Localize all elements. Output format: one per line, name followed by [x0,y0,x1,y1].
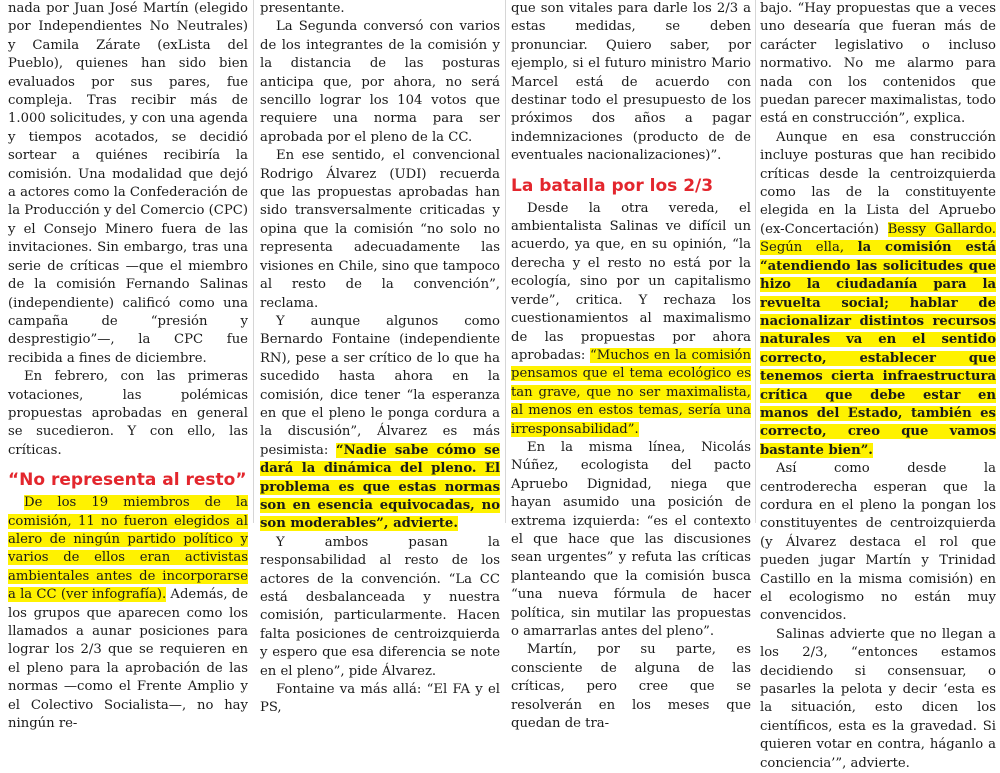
column-1 [8,0,248,732]
highlight-bessy-gallardo: Bessy Gallardo. Según ella, [760,221,996,256]
column-divider [505,0,506,523]
col3-paragraph-2 [511,200,751,439]
highlight-miembros-comision: De los 19 miembros de la comisión, 11 no fueron elegidos al alero de ningún partido político y varios de ellos eran activistas ambientales antes de incorporarse a la CC (ver infografía). [8,495,248,603]
highlight-nadie-sabe: “Nadie sabe cómo se dará la dinámica del pleno. El problema es que estas normas son en esencia equivocadas, no son moderables”, advierte. [260,442,500,532]
col2-paragraph-6: Fontaine va más allá: “El FA y el PS, [260,682,500,716]
subheading-no-representa: “No representa al resto” [8,470,247,491]
col1-paragraph-3 [8,494,248,733]
col4-paragraph-3: Así como desde la centroderecha esperan que la cordura en el pleno la pongan los constituyentes de centroizquierda (y Álvarez destaca el rol que pueden jugar Martín y Trinidad Castillo en la misma comisión) en el ecologismo no están muy convencidos. [760,461,996,624]
col3-paragraph-2-text: Desde la otra vereda, el ambientalista Salinas ve difícil un acuerdo, ya que, en su opinión, “la derecha y el resto no está por la ecología, sino por un capitalismo verde”, critica. Y rechaza los cuestionamientos al maximalismo de las propuestas por ahora aprobadas: [511,200,751,363]
column-2 [260,0,500,716]
col1-paragraph-1: nada por Juan José Martín (elegido por Independientes No Neutrales) y Camila Zárate (exLista del Pueblo), quienes han sido bien evaluados por sus pares, fue compleja. Tras recibir más de 1.000 solicitudes, y con una agenda y tiempos acotados, se decidió sortear a quiénes recibiría la comisión. Una modalidad que dejó a actores como la Confederación de la Producción y del Comercio (CPC) y el Consejo Minero fuera de las invitaciones. Sin embargo, tras una serie de críticas —que el miembro de la comisión Fernando Salinas (independiente) calificó como una campaña de “presión y desprestigio”—, la CPC fue recibida a fines de diciembre. [8,1,248,366]
col2-paragraph-4 [260,313,500,534]
highlight-comision-esta: la comisión está “atendiendo las solicitudes que hizo la ciudadanía para la revuelta social; hablar de nacionalizar distintos recursos naturales va en el sentido correcto, establecer que tenemos cierta infraestructura crítica que debe estar en manos del Estado, también es correcto, creo que vamos bastante bien”. [760,240,996,458]
column-divider [755,0,756,523]
highlight-muchos-en-la-comision: “Muchos en la comisión pensamos que el tema ecológico es tan grave, que no ser maximalista, al menos en estos temas, sería una irresponsabilidad”. [511,347,751,437]
col4-paragraph-2-text: Aunque en esa construcción incluye posturas que han recibido críticas desde la centroizquierda como las de la constituyente elegida en la Lista del Apruebo (ex-Concertación) [760,129,996,237]
col2-paragraph-3: En ese sentido, el convencional Rodrigo Álvarez (UDI) recuerda que las propuestas aprobadas han sido transversalmente criticadas y opina que la comisión “no solo no representa adecuadamente las visiones en Chile, sino que tampoco al resto de la convención”, reclama. [260,148,500,311]
col2-paragraph-1: presentante. [260,1,345,16]
col2-paragraph-5: Y ambos pasan la responsabilidad al resto de los actores de la convención. “La CC está desbalanceada y nuestra comisión, particularmente. Hacen falta posiciones de centroizquierda y espero que esa diferencia se note en el pleno”, pide Álvarez. [260,534,500,679]
column-divider [253,0,254,523]
col2-paragraph-4-text: Y aunque algunos como Bernardo Fontaine (independiente RN), pese a ser crítico de lo que ha sucedido hasta ahora en la comisión, dice tener “la esperanza en que el pleno le ponga cordura a la discusión”, Álvarez es más pesimista: [260,313,500,458]
col3-paragraph-3: En la misma línea, Nicolás Núñez, ecologista del pacto Apruebo Dignidad, niega que hayan asumido una posición de extrema izquierda: “es el contexto el que hace que las discusiones sean urgentes” y refuta las críticas planteando que la comisión busca “una nueva fórmula de hacer política, sin mutilar las propuestas o amarrarlas antes del pleno”. [511,439,751,639]
col4-paragraph-4: Salinas advierte que no llegan a los 2/3, “entonces estamos decidiendo si consensuar, o pasarles la pelota y decir ‘esta es la situación, esto dicen los científicos, esta es la gravedad. Si quieren votar en contra, háganlo a conciencia’”, advierte. [760,626,996,771]
col4-paragraph-1: bajo. “Hay propuestas que a veces uno desearía que fueran más de carácter legislativo o incluso normativo. No me alarmo para nada con los contenidos que puedan parecer maximalistas, todo está en construcción”, explica. [760,1,996,127]
col3-paragraph-4: Martín, por su parte, es consciente de alguna de las críticas, pero cree que se resolverán en los meses que quedan de tra- [511,642,751,732]
col2-paragraph-2: La Segunda conversó con varios de los integrantes de la comisión y la distancia de las posturas anticipa que, por ahora, no será sencillo lograr los 104 votos que requiere una norma para ser aprobada por el pleno de la CC. [260,19,500,145]
col4-paragraph-2 [760,129,996,460]
subheading-batalla: La batalla por los 2/3 [511,175,714,196]
col3-paragraph-1: que son vitales para darle los 2/3 a estas medidas, se deben pronunciar. Quiero saber, por ejemplo, si el futuro ministro Mario Marcel está de acuerdo con destinar todo el presupuesto de los próximos dos años a pagar indemnizaciones (producto de de eventuales nacionalizaciones)”. [511,1,751,164]
col1-paragraph-2: En febrero, con las primeras votaciones, las polémicas propuestas aprobadas en general se sucedieron. Y con ello, las críticas. [8,369,248,458]
column-3 [511,0,751,732]
column-4 [760,0,996,771]
col1-paragraph-3-rest: Además, de los grupos que aparecen como los llamados a aunar posiciones para lograr los 2/3 que se requieren en el pleno para la aprobación de las normas —como el Frente Amplio y el Colectivo Socialista—, no hay ningún re- [8,587,248,732]
